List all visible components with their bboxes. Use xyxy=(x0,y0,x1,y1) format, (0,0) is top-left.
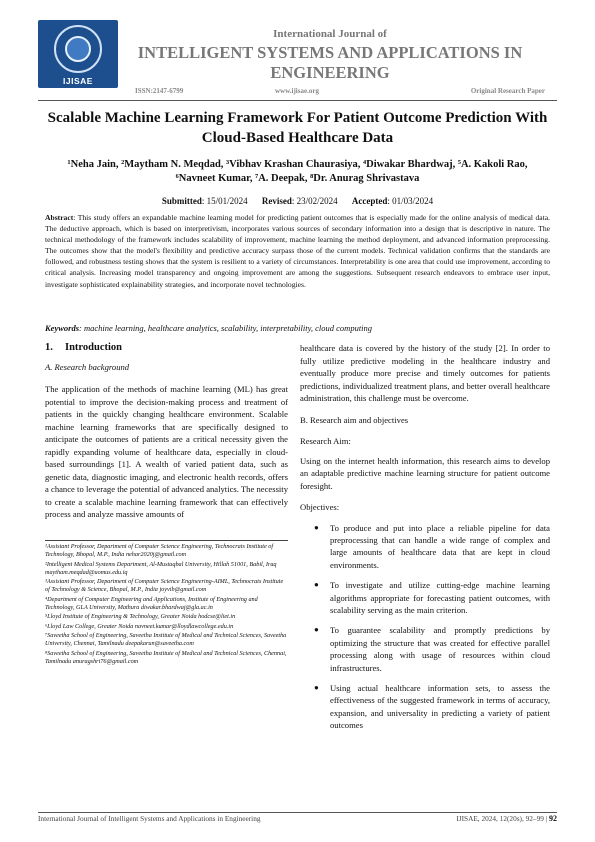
section-title: Introduction xyxy=(65,342,122,353)
bullet-icon: ● xyxy=(314,580,319,590)
logo-globe-icon xyxy=(65,36,91,62)
accepted-label: Accepted xyxy=(351,196,388,206)
footer-citation-text: IJISAE, 2024, 12(20s), 92–99 | xyxy=(456,814,548,823)
paper-type: Original Research Paper xyxy=(470,87,545,95)
objective-text: To investigate and utilize cutting-edge machine learning algorithms appropriate for forecasting patient outcomes, with scalability serving as the main criterion. xyxy=(330,580,550,615)
footnote: ⁷Saveetha School of Engineering, Saveetha Institute of Medical and Technical Sciences, Saveetha University, Chennai, Tamilnadu deepakarun@saveetha.com xyxy=(45,631,287,648)
abstract-text: : This study offers an expandable machine learning model for predicting patient outcomes that is especially made for the online analysis of medical data. The deductive approach, which is based on interpretivism, incorporates various sources of secondary information into a design that is descriptive in nature. The technical methodology of the framework includes scalability of improvement, machine learning the method deployment, and advanced information preprocessing. The outcomes show that the model's flexibility and predictive accuracy surpass those of the current models. Technical validation confirms that the standards are followed, and robustness testing shows that the system is resilient to a variety of circumstances. Interpretability is one area that could use improvement, according to critical analysis. Increasing model transparency and ongoing improvement are among the suggestions. Subsequent research endeavors to embrace user input, investigate sophisticated explainability strategies, and incorporate novel technologies. xyxy=(45,213,550,289)
keywords-label: Keywords xyxy=(45,323,79,333)
footer-citation xyxy=(456,814,557,823)
author-footnotes xyxy=(45,543,288,667)
section-heading xyxy=(45,342,288,358)
journal-logo xyxy=(38,20,118,88)
footer-divider xyxy=(38,812,557,813)
bullet-icon: ● xyxy=(314,522,319,532)
research-aim-label: Research Aim: xyxy=(300,436,351,446)
submitted-label: Submitted xyxy=(161,196,202,206)
footer-journal-name: International Journal of Intelligent Systems and Applications in Engineering xyxy=(38,814,261,823)
issn: ISSN:2147-6799 xyxy=(135,87,184,95)
journal-meta-row xyxy=(135,87,545,99)
footnote: ³Assistant Professor, Department of Computer Science Engineering-AIML, Technocrats Institute of Technology & Science, Bhopal, M.P., India joyvib@gmail.com xyxy=(45,578,284,594)
journal-name-big: INTELLIGENT SYSTEMS AND APPLICATIONS IN ENGINEERING xyxy=(137,43,523,82)
abstract-label: Abstract xyxy=(45,213,74,222)
intro-paragraph: The application of the methods of machine learning (ML) has great potential to improve the decision-making process and treatment of patients in the quickly changing healthcare environment. Scalable machine learning frameworks that are specifically designed to anticipate the outcomes of patients are a critical necessity given the rapidly expanding volume of healthcare data, especially in cloud-based surroundings [1]. A wealth of varied patient data, such as genetic data, diagnostic imaging, and electronic health records, offers a chance to leverage the potential of advanced analytics. The necessity to create a scalable machine learning framework that can effectively process and analyze massive amounts of xyxy=(45,384,288,519)
footnote: ⁶Lloyd Law College, Greater Noida navneet.kumar@lloydlawcollege.edu.in xyxy=(45,622,234,630)
subsection-heading-a: A. Research background xyxy=(45,362,130,372)
subsection-heading-b: B. Research aim and objectives xyxy=(300,414,409,425)
footnote: ¹Assistant Professor, Department of Computer Science Engineering, Technocrats Institute of Technology, Bhopal, M.P., India nehar2020j@gmail.com xyxy=(45,543,274,559)
list-item xyxy=(300,624,550,674)
footnote: ⁸Saveetha School of Engineering, Saveetha Institute of Medical and Technical Sciences, Chennai, Tamilnadu anuragshri76@gmail.com xyxy=(45,649,287,665)
submission-dates xyxy=(38,196,557,206)
left-column xyxy=(45,342,288,521)
page-footer xyxy=(38,814,557,826)
list-item xyxy=(300,682,550,732)
objective-text: To produce and put into place a reliable pipeline for data preprocessing that can handle a wide range of complex and large amounts of healthcare data that are kept in cloud environments. xyxy=(330,522,550,570)
right-column xyxy=(300,342,550,732)
footnote: ⁴Department of Computer Engineering and Applications, Institute of Engineering and Technology, GLA University, Mathura diwakar.bhardwaj@gla.ac.in xyxy=(45,595,258,612)
footnote: ²Intelligent Medical Systems Department, Al-Mustaqbal University, Hillah 51001, Babil, Iraq maytham.meqdad@uomus.edu.iq xyxy=(45,560,277,576)
page-number: 92 xyxy=(549,814,557,823)
objectives-list xyxy=(300,522,550,732)
objective-text: Using actual healthcare information sets, to assess the effectiveness of the suggested framework in terms of accuracy, expansion, and universality in predicting a variety of patient outcomes xyxy=(330,682,550,731)
page-header xyxy=(0,0,595,100)
journal-website-link[interactable]: www.ijisae.org xyxy=(275,87,319,95)
revised-date: : 23/02/2024 xyxy=(291,196,338,206)
abstract xyxy=(45,212,550,290)
research-aim-text: Using on the internet health information, this research aims to develop an adaptable predictive machine learning structure for patient outcome foresight. xyxy=(300,455,550,491)
paper-title: Scalable Machine Learning Framework For Patient Outcome Prediction With Cloud-Based Healthcare Data xyxy=(47,110,548,146)
list-item xyxy=(300,522,550,572)
footnote-divider xyxy=(45,540,288,541)
logo-text: IJISAE xyxy=(63,76,93,86)
keywords xyxy=(45,323,550,333)
bullet-icon: ● xyxy=(314,625,319,635)
keywords-text: : machine learning, healthcare analytics, scalability, interpretability, cloud computing xyxy=(79,323,373,333)
revised-label: Revised xyxy=(261,196,292,206)
header-divider xyxy=(38,100,557,101)
accepted-date: : 01/03/2024 xyxy=(387,196,434,206)
section-number: 1. xyxy=(45,342,53,353)
objectives-label: Objectives: xyxy=(300,502,340,512)
bullet-icon: ● xyxy=(314,682,319,692)
intro-paragraph-continued: healthcare data is covered by the history of the study [2]. In order to fully utilize predictive modeling in the healthcare industry and eventually produce more precise and timely outcomes for patients predictions, individualized treatment plans, and better overall healthcare administration, this challenge must be overcome. xyxy=(300,343,550,403)
author-list: ¹Neha Jain, ²Maytham N. Meqdad, ³Vibhav Krashan Chaurasiya, ⁴Diwakar Bhardwaj, ⁵A. Kakoli Rao, ⁶Navneet Kumar, ⁷A. Deepak, ⁸Dr. Anurag Shrivastava xyxy=(67,159,528,184)
objective-text: To guarantee scalability and promptly predictions by optimizing the structure that was created for effective parallel processing along with usage of resources within cloud infrastructures. xyxy=(330,625,550,673)
list-item xyxy=(300,579,550,616)
journal-name-small: International Journal of xyxy=(273,28,387,40)
footnote: ⁵Lloyd Institute of Engineering & Technology, Greater Noida hodcse@liet.in xyxy=(45,613,236,621)
submitted-date: : 15/01/2024 xyxy=(201,196,248,206)
